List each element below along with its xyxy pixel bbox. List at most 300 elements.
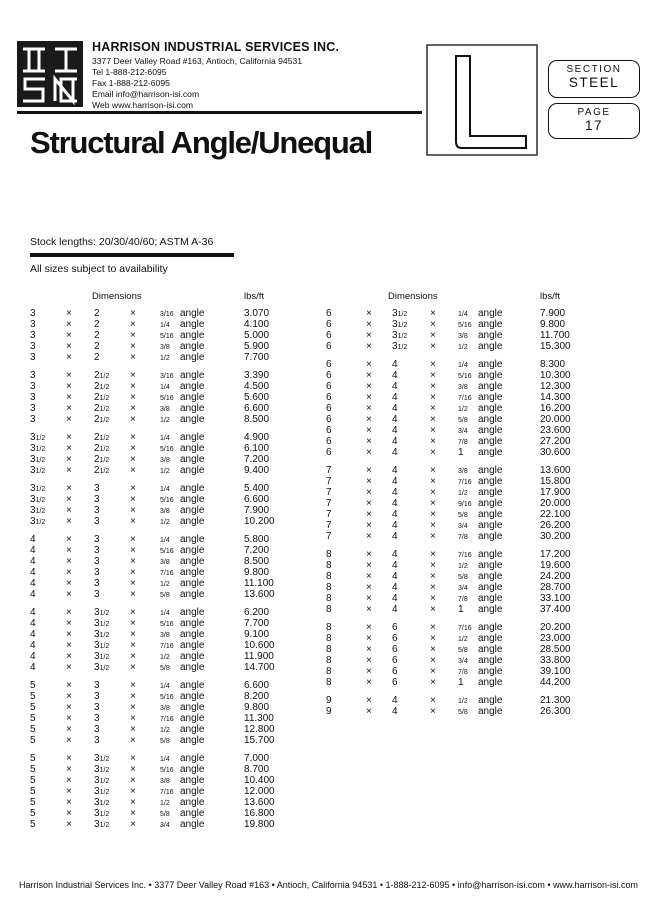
cell-sep-2: ×	[430, 582, 436, 593]
cell-sep-1: ×	[366, 549, 372, 560]
cell-leg-b: 4	[392, 465, 398, 476]
cell-sep-2: ×	[430, 381, 436, 392]
cell-weight: 5.600	[244, 392, 270, 403]
cell-leg-b: 3	[94, 680, 100, 691]
cell-sep-1: ×	[66, 483, 72, 494]
cell-sep-2: ×	[430, 330, 436, 341]
cell-leg-a: 4	[30, 629, 36, 640]
cell-unit: angle	[478, 341, 503, 352]
cell-thickness: 5/8	[458, 709, 468, 716]
cell-leg-a: 6	[326, 392, 332, 403]
cell-unit: angle	[180, 370, 205, 381]
cell-thickness: 3/8	[160, 406, 170, 413]
cell-sep-1: ×	[66, 735, 72, 746]
cell-sep-1: ×	[66, 330, 72, 341]
cell-unit: angle	[180, 735, 205, 746]
cell-unit: angle	[180, 786, 205, 797]
cell-thickness: 7/16	[458, 552, 472, 559]
cell-thickness: 1/2	[160, 519, 170, 526]
cell-sep-1: ×	[366, 359, 372, 370]
cell-sep-1: ×	[66, 753, 72, 764]
cell-weight: 24.200	[540, 571, 571, 582]
cell-thickness: 1/2	[160, 355, 170, 362]
cell-leg-b: 31/2	[94, 640, 110, 651]
cell-sep-1: ×	[366, 341, 372, 352]
cell-sep-1: ×	[66, 545, 72, 556]
table-row	[0, 381, 656, 392]
cell-sep-1: ×	[66, 702, 72, 713]
cell-sep-2: ×	[130, 392, 136, 403]
cell-leg-b: 2	[94, 341, 100, 352]
company-address: 3377 Deer Valley Road #163, Antioch, California 94531	[92, 56, 303, 66]
cell-leg-a: 31/2	[30, 494, 46, 505]
table-row	[0, 549, 656, 560]
cell-leg-b: 4	[392, 509, 398, 520]
cell-leg-a: 7	[326, 487, 332, 498]
cell-unit: angle	[180, 432, 205, 443]
header-rule	[17, 111, 422, 114]
cell-unit: angle	[180, 392, 205, 403]
cell-sep-2: ×	[130, 607, 136, 618]
cell-sep-2: ×	[130, 341, 136, 352]
cell-thickness: 5/16	[458, 373, 472, 380]
cell-leg-a: 4	[30, 578, 36, 589]
table-row	[0, 509, 656, 520]
cell-weight: 8.500	[244, 414, 270, 425]
cell-sep-2: ×	[430, 695, 436, 706]
cell-leg-a: 6	[326, 403, 332, 414]
cell-sep-1: ×	[366, 582, 372, 593]
company-web[interactable]: Web www.harrison-isi.com	[92, 100, 194, 110]
cell-weight: 11.100	[244, 578, 274, 589]
cell-sep-1: ×	[366, 425, 372, 436]
cell-unit: angle	[180, 724, 205, 735]
cell-sep-2: ×	[430, 571, 436, 582]
table-row	[0, 359, 656, 370]
cell-leg-b: 2	[94, 330, 100, 341]
cell-sep-1: ×	[66, 505, 72, 516]
cell-leg-b: 4	[392, 695, 398, 706]
cell-leg-a: 5	[30, 680, 36, 691]
table-row	[0, 735, 320, 746]
cell-weight: 16.800	[244, 808, 275, 819]
cell-leg-a: 6	[326, 341, 332, 352]
cell-unit: angle	[478, 549, 503, 560]
cell-unit: angle	[180, 680, 205, 691]
cell-weight: 7.700	[244, 352, 270, 363]
cell-sep-2: ×	[130, 775, 136, 786]
cell-sep-2: ×	[130, 735, 136, 746]
cell-sep-1: ×	[366, 531, 372, 542]
cell-leg-b: 3	[94, 505, 100, 516]
cell-leg-b: 3	[94, 494, 100, 505]
cell-leg-b: 3	[94, 516, 100, 527]
cell-sep-1: ×	[66, 724, 72, 735]
cell-leg-a: 6	[326, 319, 332, 330]
table-row	[0, 644, 656, 655]
cell-leg-a: 3	[30, 352, 36, 363]
cell-leg-a: 3	[30, 370, 36, 381]
cell-weight: 15.700	[244, 735, 275, 746]
cell-leg-b: 31/2	[392, 341, 408, 352]
cell-thickness: 7/8	[458, 596, 468, 603]
cell-leg-b: 4	[392, 447, 398, 458]
cell-sep-1: ×	[66, 308, 72, 319]
cell-weight: 5.000	[244, 330, 270, 341]
cell-unit: angle	[180, 534, 205, 545]
cell-thickness: 1/2	[458, 406, 468, 413]
cell-sep-1: ×	[66, 589, 72, 600]
cell-sep-2: ×	[130, 465, 136, 476]
cell-weight: 13.600	[244, 797, 275, 808]
cell-thickness: 1/2	[458, 344, 468, 351]
table-row	[0, 447, 656, 458]
cell-sep-2: ×	[430, 319, 436, 330]
cell-leg-b: 21/2	[94, 414, 110, 425]
cell-weight: 7.900	[244, 505, 270, 516]
cell-thickness: 7/16	[160, 643, 174, 650]
cell-thickness: 1/2	[160, 468, 170, 475]
cell-sep-2: ×	[130, 414, 136, 425]
cell-thickness: 7/16	[160, 789, 174, 796]
cell-thickness: 1/4	[160, 537, 170, 544]
cell-sep-2: ×	[130, 403, 136, 414]
cell-sep-2: ×	[130, 319, 136, 330]
cell-leg-b: 4	[392, 359, 398, 370]
table-row	[0, 571, 656, 582]
cell-weight: 8.300	[540, 359, 566, 370]
cell-sep-1: ×	[366, 447, 372, 458]
cell-thickness: 1	[458, 447, 464, 458]
cell-sep-1: ×	[66, 392, 72, 403]
cell-leg-a: 31/2	[30, 483, 46, 494]
cell-weight: 5.400	[244, 483, 270, 494]
cell-leg-a: 3	[30, 308, 36, 319]
cell-sep-1: ×	[366, 520, 372, 531]
cell-leg-b: 31/2	[94, 786, 110, 797]
cell-leg-a: 5	[30, 808, 36, 819]
cell-leg-b: 31/2	[94, 753, 110, 764]
table-row	[0, 666, 656, 677]
cell-leg-a: 4	[30, 589, 36, 600]
cell-weight: 20.000	[540, 498, 571, 509]
cell-weight: 6.600	[244, 494, 270, 505]
cell-leg-a: 4	[30, 545, 36, 556]
cell-leg-a: 8	[326, 666, 332, 677]
cell-thickness: 1/4	[160, 384, 170, 391]
cell-leg-a: 5	[30, 735, 36, 746]
cell-leg-a: 6	[326, 381, 332, 392]
cell-weight: 6.600	[244, 403, 270, 414]
cell-thickness: 5/8	[160, 738, 170, 745]
footer-text: Harrison Industrial Services Inc. • 3377 Deer Valley Road #163 • Antioch, California 94531 • 1-888-212-6095 • info@harrison-isi.com • www.harrison-isi.com	[19, 880, 639, 890]
cell-sep-1: ×	[366, 622, 372, 633]
cell-leg-b: 4	[392, 604, 398, 615]
cell-weight: 19.800	[244, 819, 275, 830]
company-block	[92, 40, 339, 111]
table-row	[0, 786, 320, 797]
cell-sep-1: ×	[366, 633, 372, 644]
cell-thickness: 3/4	[458, 658, 468, 665]
cell-leg-a: 7	[326, 465, 332, 476]
cell-thickness: 7/16	[458, 625, 472, 632]
table-row	[0, 753, 320, 764]
cell-sep-2: ×	[130, 494, 136, 505]
table-row	[0, 392, 656, 403]
cell-leg-b: 21/2	[94, 381, 110, 392]
cell-sep-2: ×	[430, 633, 436, 644]
cell-sep-2: ×	[130, 629, 136, 640]
cell-unit: angle	[180, 505, 205, 516]
cell-thickness: 3/8	[160, 632, 170, 639]
cell-unit: angle	[478, 425, 503, 436]
cell-leg-a: 5	[30, 691, 36, 702]
cell-leg-a: 4	[30, 640, 36, 651]
cell-sep-1: ×	[66, 764, 72, 775]
cell-sep-1: ×	[66, 819, 72, 830]
cell-leg-b: 6	[392, 677, 398, 688]
cell-unit: angle	[180, 797, 205, 808]
section-box	[548, 60, 640, 98]
cell-leg-a: 4	[30, 534, 36, 545]
cell-sep-2: ×	[130, 651, 136, 662]
cell-leg-b: 4	[392, 498, 398, 509]
cell-sep-2: ×	[430, 560, 436, 571]
cell-leg-b: 4	[392, 593, 398, 604]
cell-thickness: 3/4	[458, 523, 468, 530]
cell-weight: 28.500	[540, 644, 571, 655]
cell-leg-b: 3	[94, 702, 100, 713]
cell-weight: 9.400	[244, 465, 270, 476]
cell-leg-b: 4	[392, 403, 398, 414]
cell-thickness: 3/8	[160, 457, 170, 464]
cell-unit: angle	[180, 819, 205, 830]
cell-thickness: 1/2	[160, 727, 170, 734]
cell-sep-2: ×	[130, 567, 136, 578]
cell-unit: angle	[180, 494, 205, 505]
cell-thickness: 5/16	[160, 395, 174, 402]
cell-sep-2: ×	[130, 505, 136, 516]
cell-thickness: 1/2	[458, 636, 468, 643]
cell-unit: angle	[478, 330, 503, 341]
availability-note: All sizes subject to availability	[30, 263, 168, 275]
table-row	[0, 622, 656, 633]
cell-leg-a: 8	[326, 549, 332, 560]
cell-sep-1: ×	[366, 392, 372, 403]
cell-sep-2: ×	[130, 691, 136, 702]
cell-weight: 30.600	[540, 447, 571, 458]
cell-leg-a: 6	[326, 447, 332, 458]
cell-sep-1: ×	[66, 713, 72, 724]
cell-leg-a: 4	[30, 618, 36, 629]
cell-sep-1: ×	[66, 680, 72, 691]
cell-leg-a: 8	[326, 571, 332, 582]
cell-sep-2: ×	[130, 381, 136, 392]
cell-sep-2: ×	[430, 520, 436, 531]
cell-weight: 33.800	[540, 655, 571, 666]
cell-sep-2: ×	[130, 702, 136, 713]
section-label: SECTION	[566, 64, 622, 75]
cell-thickness: 7/16	[160, 570, 174, 577]
cell-unit: angle	[180, 764, 205, 775]
cell-leg-a: 7	[326, 509, 332, 520]
table-row	[0, 403, 656, 414]
right-dimensions-header: Dimensions	[388, 291, 438, 302]
cell-leg-b: 6	[392, 633, 398, 644]
cell-sep-2: ×	[130, 753, 136, 764]
cell-sep-2: ×	[430, 644, 436, 655]
cell-thickness: 3/4	[458, 428, 468, 435]
table-row	[0, 476, 656, 487]
cell-unit: angle	[478, 644, 503, 655]
cell-leg-a: 6	[326, 414, 332, 425]
table-row	[0, 341, 656, 352]
cell-leg-b: 3	[94, 545, 100, 556]
cell-sep-1: ×	[366, 593, 372, 604]
cell-sep-1: ×	[366, 487, 372, 498]
cell-thickness: 5/16	[458, 322, 472, 329]
cell-thickness: 3/8	[160, 705, 170, 712]
cell-unit: angle	[478, 633, 503, 644]
cell-leg-b: 31/2	[94, 651, 110, 662]
cell-sep-1: ×	[366, 571, 372, 582]
cell-leg-a: 3	[30, 319, 36, 330]
company-email[interactable]: Email info@harrison-isi.com	[92, 89, 200, 99]
cell-leg-b: 2	[94, 319, 100, 330]
cell-leg-a: 7	[326, 498, 332, 509]
cell-unit: angle	[180, 483, 205, 494]
cell-unit: angle	[478, 593, 503, 604]
cell-leg-b: 21/2	[94, 454, 110, 465]
table-row	[0, 764, 320, 775]
cell-weight: 4.900	[244, 432, 270, 443]
cell-leg-b: 4	[392, 706, 398, 717]
cell-unit: angle	[180, 330, 205, 341]
cell-leg-b: 6	[392, 655, 398, 666]
cell-sep-1: ×	[66, 651, 72, 662]
cell-sep-1: ×	[366, 498, 372, 509]
table-row	[0, 330, 656, 341]
table-row	[0, 370, 656, 381]
cell-unit: angle	[478, 370, 503, 381]
cell-sep-2: ×	[430, 425, 436, 436]
cell-thickness: 7/16	[160, 716, 174, 723]
cell-leg-a: 5	[30, 713, 36, 724]
cell-thickness: 1/2	[458, 490, 468, 497]
cell-weight: 12.300	[540, 381, 571, 392]
cell-sep-1: ×	[366, 695, 372, 706]
table-row	[0, 520, 656, 531]
cell-thickness: 1	[458, 677, 464, 688]
cell-sep-1: ×	[366, 666, 372, 677]
cell-leg-a: 9	[326, 695, 332, 706]
cell-sep-1: ×	[66, 691, 72, 702]
cell-unit: angle	[180, 516, 205, 527]
cell-weight: 5.900	[244, 341, 270, 352]
cell-leg-b: 3	[94, 713, 100, 724]
cell-sep-2: ×	[130, 618, 136, 629]
cell-leg-a: 8	[326, 655, 332, 666]
cell-sep-2: ×	[130, 797, 136, 808]
cell-leg-a: 31/2	[30, 443, 46, 454]
cell-weight: 9.800	[244, 702, 270, 713]
cell-leg-b: 6	[392, 644, 398, 655]
cell-weight: 10.400	[244, 775, 275, 786]
cell-sep-2: ×	[430, 341, 436, 352]
cell-leg-a: 3	[30, 414, 36, 425]
cell-unit: angle	[478, 465, 503, 476]
cell-weight: 26.200	[540, 520, 571, 531]
cell-thickness: 1	[458, 604, 464, 615]
cell-weight: 6.100	[244, 443, 270, 454]
cell-sep-1: ×	[366, 677, 372, 688]
cell-thickness: 7/8	[458, 439, 468, 446]
cell-sep-2: ×	[130, 545, 136, 556]
cell-unit: angle	[478, 531, 503, 542]
cell-leg-b: 4	[392, 549, 398, 560]
cell-sep-2: ×	[130, 640, 136, 651]
cell-thickness: 3/8	[458, 384, 468, 391]
cell-unit: angle	[478, 560, 503, 571]
cell-thickness: 5/16	[160, 767, 174, 774]
cell-unit: angle	[180, 308, 205, 319]
cell-leg-a: 8	[326, 604, 332, 615]
cell-sep-1: ×	[366, 370, 372, 381]
cell-sep-2: ×	[430, 498, 436, 509]
cell-thickness: 7/8	[458, 534, 468, 541]
cell-leg-b: 4	[392, 571, 398, 582]
cell-weight: 14.700	[244, 662, 275, 673]
cell-weight: 10.600	[244, 640, 275, 651]
cell-weight: 26.300	[540, 706, 571, 717]
cell-unit: angle	[180, 454, 205, 465]
cell-weight: 37.400	[540, 604, 571, 615]
cell-unit: angle	[478, 447, 503, 458]
cell-sep-2: ×	[430, 308, 436, 319]
cell-unit: angle	[180, 589, 205, 600]
cell-thickness: 1/2	[458, 563, 468, 570]
table-row	[0, 604, 656, 615]
cell-weight: 4.100	[244, 319, 270, 330]
cell-unit: angle	[180, 702, 205, 713]
cell-leg-a: 5	[30, 775, 36, 786]
left-weight-header: lbs/ft	[244, 291, 265, 302]
cell-thickness: 5/8	[458, 574, 468, 581]
stock-lengths: Stock lengths: 20/30/40/60; ASTM A-36	[30, 236, 214, 248]
cell-leg-a: 8	[326, 622, 332, 633]
cell-leg-b: 4	[392, 560, 398, 571]
cell-weight: 7.200	[244, 545, 270, 556]
cell-thickness: 1/4	[160, 322, 170, 329]
cell-leg-b: 4	[392, 476, 398, 487]
cell-weight: 4.500	[244, 381, 270, 392]
cell-leg-b: 3	[94, 567, 100, 578]
cell-sep-2: ×	[430, 677, 436, 688]
cell-thickness: 1/4	[160, 683, 170, 690]
cell-sep-1: ×	[366, 509, 372, 520]
cell-unit: angle	[478, 403, 503, 414]
cell-sep-2: ×	[430, 655, 436, 666]
cell-sep-2: ×	[130, 432, 136, 443]
cell-unit: angle	[478, 571, 503, 582]
cell-unit: angle	[180, 414, 205, 425]
cell-weight: 11.300	[244, 713, 274, 724]
cell-leg-a: 6	[326, 359, 332, 370]
cell-weight: 9.100	[244, 629, 270, 640]
cell-sep-2: ×	[130, 330, 136, 341]
cell-leg-b: 31/2	[94, 662, 110, 673]
cell-weight: 17.200	[540, 549, 571, 560]
